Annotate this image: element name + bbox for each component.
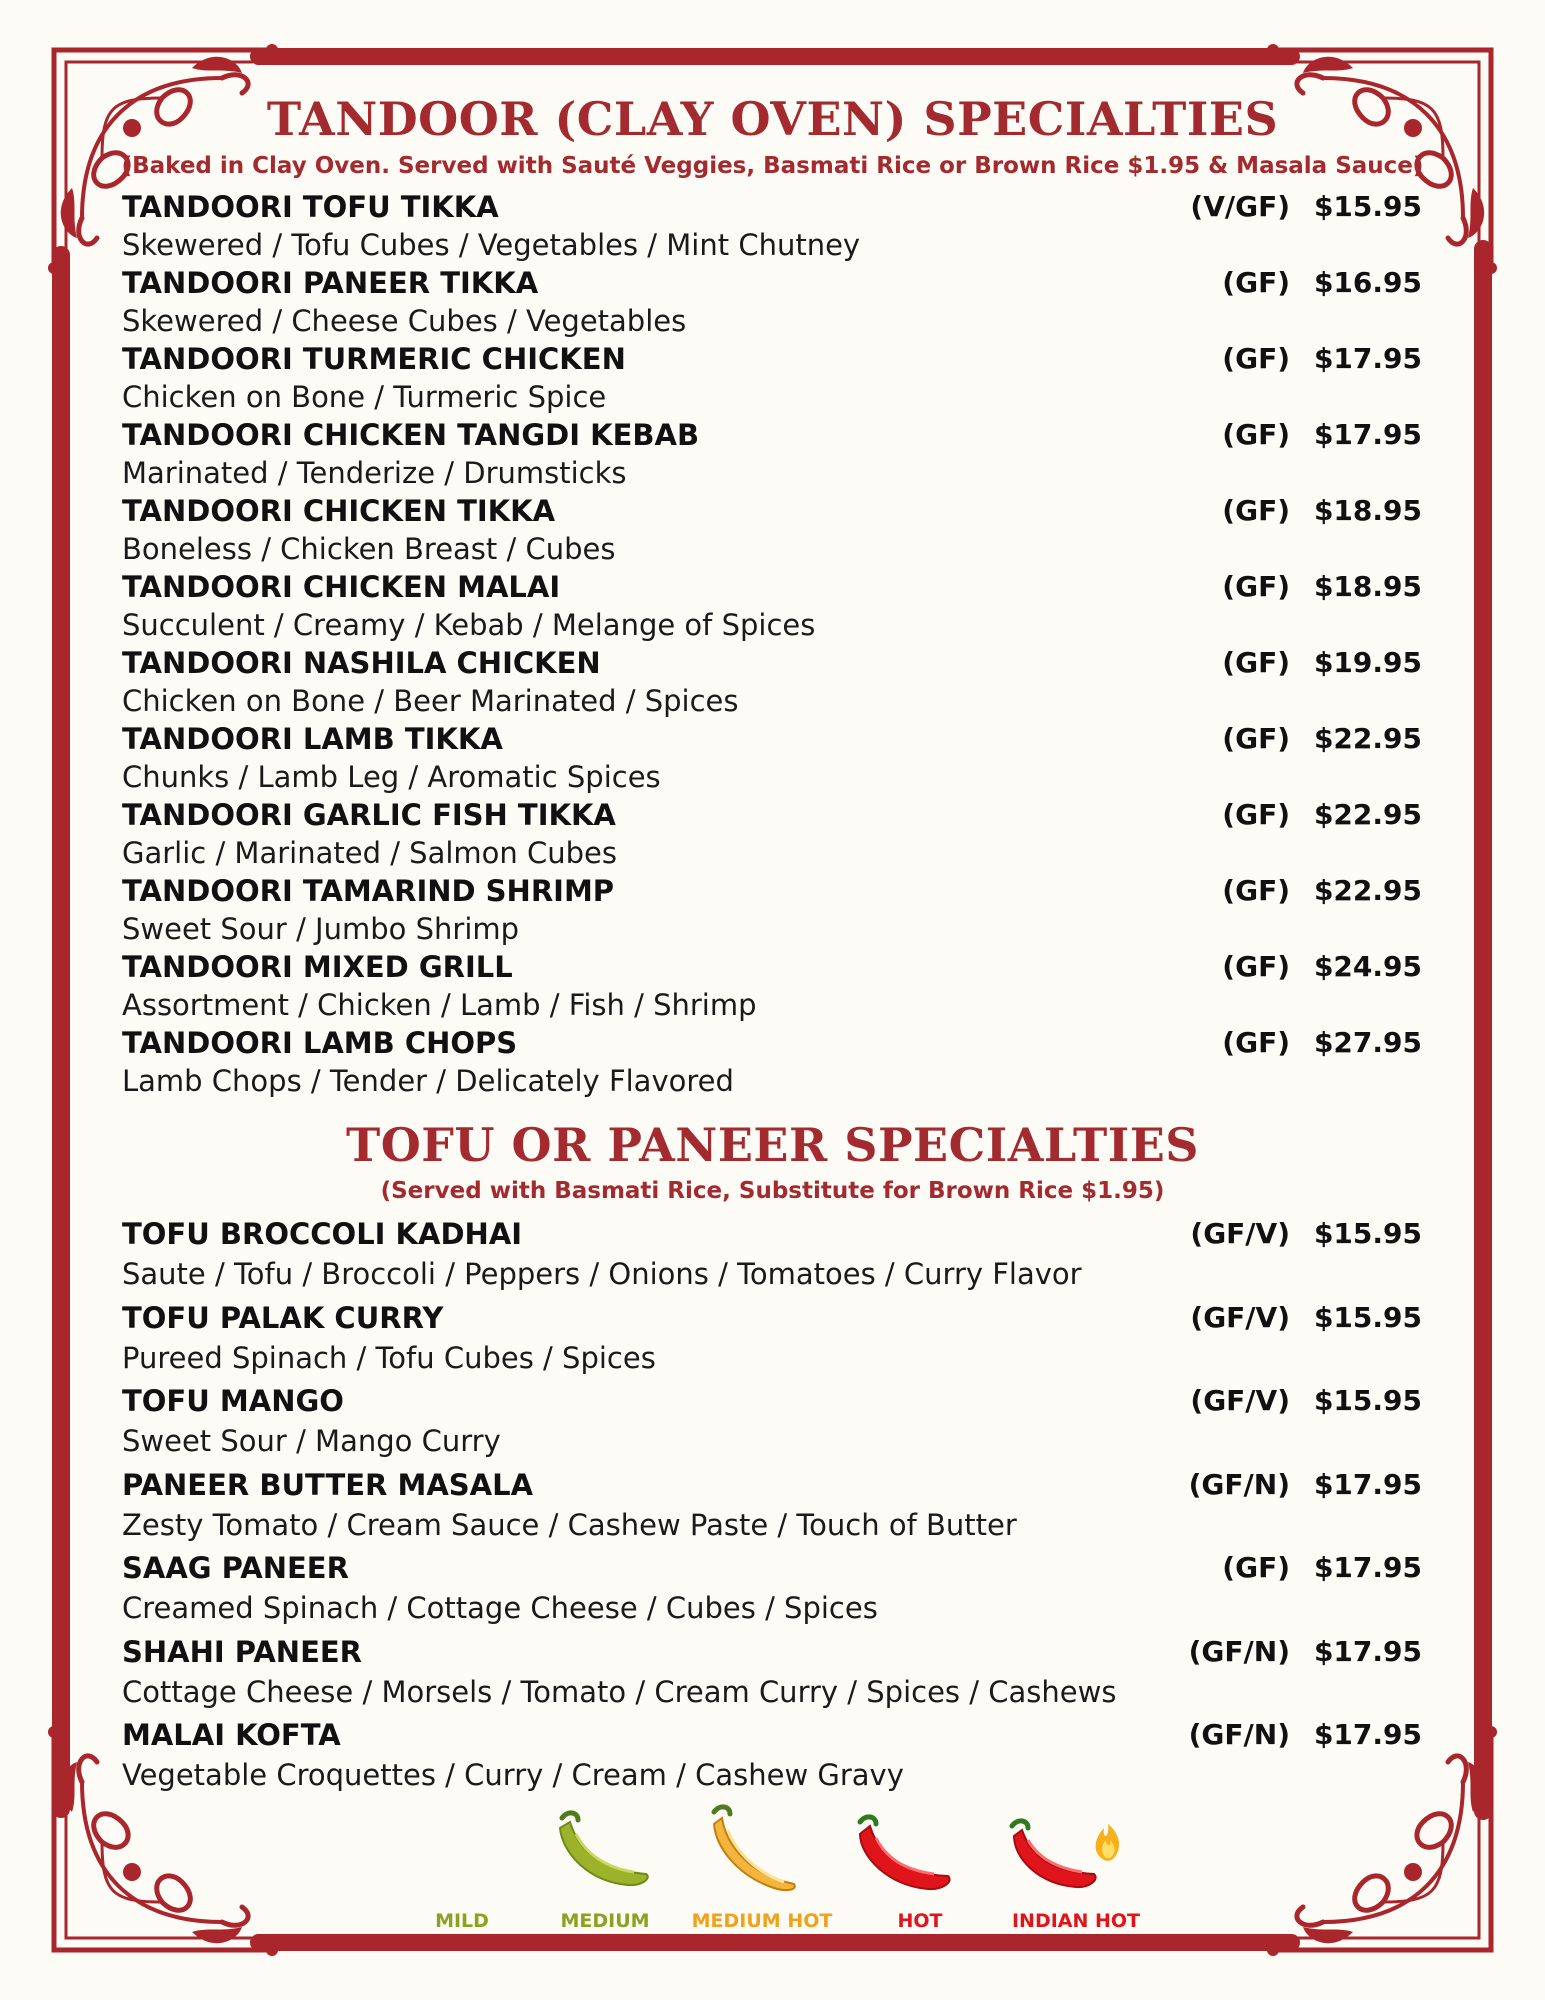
menu-item-dietary-tag: (GF): [1222, 342, 1290, 375]
menu-item-name: TOFU BROCCOLI KADHAI: [122, 1217, 523, 1251]
frame-bar-bottom: [250, 1934, 1300, 1951]
medium-pepper-icon: [548, 1808, 658, 1890]
menu-item-price: $17.95: [1313, 342, 1422, 375]
menu-item-description: Sweet Sour / Jumbo Shrimp: [122, 912, 520, 946]
menu-item: [122, 1024, 1422, 1100]
menu-item-name: TANDOORI TOFU TIKKA: [122, 190, 499, 224]
menu-item-header: [122, 340, 1422, 378]
menu-item: [122, 1631, 1422, 1715]
menu-item-name: TANDOORI GARLIC FISH TIKKA: [122, 798, 616, 832]
menu-item-price: $17.95: [1313, 1551, 1422, 1584]
menu-item-price: $17.95: [1313, 1718, 1422, 1751]
menu-item-name: TANDOORI CHICKEN MALAI: [122, 570, 561, 604]
menu-item: [122, 568, 1422, 644]
menu-item-dietary-tag: (GF/N): [1188, 1634, 1290, 1668]
menu-item-header: [122, 568, 1422, 606]
menu-item-name: TANDOORI PANEER TIKKA: [122, 266, 539, 300]
menu-item-price: $27.95: [1313, 1026, 1422, 1059]
menu-item-header: [122, 1714, 1422, 1756]
menu-item-price: $17.95: [1313, 418, 1422, 451]
menu-item-name: TANDOORI TAMARIND SHRIMP: [122, 874, 615, 908]
menu-item-dietary-tag: (GF/V): [1190, 1384, 1290, 1417]
menu-item-price: $18.95: [1313, 570, 1422, 603]
menu-item-description: Marinated / Tenderize / Drumsticks: [122, 456, 627, 490]
menu-item-name: TANDOORI LAMB TIKKA: [122, 722, 503, 756]
menu-item-price: $16.95: [1313, 266, 1422, 299]
menu-item-header: [122, 1547, 1422, 1589]
menu-item-description: Succulent / Creamy / Kebab / Melange of Spices: [122, 608, 816, 642]
menu-item-dietary-tag: (GF/N): [1188, 1718, 1290, 1751]
menu-item-dietary-tag: (GF/N): [1188, 1467, 1290, 1501]
menu-item-dietary-tag: (GF): [1222, 798, 1290, 831]
menu-item-dietary-tag: (V/GF): [1190, 190, 1290, 223]
menu-item-header: [122, 796, 1422, 834]
section-title-tofu-paneer: TOFU OR PANEER SPECIALTIES: [345, 1118, 1200, 1172]
menu-item: [122, 1380, 1422, 1464]
menu-item-header: [122, 872, 1422, 910]
menu-item-header: [122, 264, 1422, 302]
menu-item-description: Sweet Sour / Mango Curry: [122, 1424, 501, 1458]
menu-item: [122, 264, 1422, 340]
menu-item-description: Chicken on Bone / Turmeric Spice: [122, 380, 607, 414]
frame-bar-left: [52, 246, 70, 1818]
menu-item-dietary-tag: (GF): [1222, 646, 1290, 679]
menu-item-description: Chunks / Lamb Leg / Aromatic Spices: [122, 760, 661, 794]
menu-item-dietary-tag: (GF): [1222, 266, 1290, 299]
menu-item-dietary-tag: (GF): [1222, 418, 1290, 451]
menu-item-description: Vegetable Croquettes / Curry / Cream / Cashew Gravy: [122, 1758, 904, 1792]
menu-item-price: $18.95: [1313, 494, 1422, 527]
menu-item-price: $22.95: [1313, 722, 1422, 755]
menu-item-dietary-tag: (GF): [1222, 1551, 1290, 1584]
menu-item-description: Cottage Cheese / Morsels / Tomato / Cream Curry / Spices / Cashews: [122, 1674, 1117, 1709]
spice-legend: [0, 1802, 1545, 1932]
menu-item-description: Creamed Spinach / Cottage Cheese / Cubes / Spices: [122, 1591, 878, 1625]
menu-item-description: Assortment / Chicken / Lamb / Fish / Shrimp: [122, 988, 757, 1022]
menu-item-dietary-tag: (GF): [1222, 494, 1290, 527]
menu-item-description: Zesty Tomato / Cream Sauce / Cashew Paste / Touch of Butter: [122, 1507, 1017, 1542]
menu-item: [122, 1547, 1422, 1631]
menu-item-price: $19.95: [1313, 646, 1422, 679]
tandoor-items-list: [122, 188, 1422, 1100]
menu-item-header: [122, 1024, 1422, 1062]
menu-item-price: $15.95: [1313, 1217, 1422, 1250]
menu-item: [122, 872, 1422, 948]
section-subtitle-tofu-paneer: (Served with Basmati Rice, Substitute for Brown Rice $1.95): [380, 1178, 1165, 1204]
frame-bar-top: [250, 48, 1300, 65]
legend-label-medium-hot: MEDIUM HOT: [691, 1910, 833, 1932]
tofu-paneer-items-list: [122, 1213, 1422, 1798]
menu-item-price: $24.95: [1313, 950, 1422, 983]
menu-item-name: MALAI KOFTA: [122, 1718, 341, 1752]
menu-item-header: [122, 188, 1422, 226]
menu-item-dietary-tag: (GF/V): [1190, 1300, 1290, 1334]
hot-pepper-icon: [848, 1812, 958, 1892]
menu-item-header: [122, 948, 1422, 986]
menu-item: [122, 188, 1422, 264]
menu-item: [122, 1213, 1422, 1297]
legend-label-mild: MILD: [435, 1910, 489, 1932]
menu-item-header: [122, 1464, 1422, 1506]
menu-item-header: [122, 1297, 1422, 1339]
menu-item-name: TOFU PALAK CURRY: [122, 1300, 444, 1335]
menu-item-header: [122, 720, 1422, 758]
section-subtitle-tandoor: (Baked in Clay Oven. Served with Sauté Veggies, Basmati Rice or Brown Rice $1.95 & Masala Sauce): [121, 153, 1424, 179]
menu-item-header: [122, 1213, 1422, 1255]
menu-item-description: Garlic / Marinated / Salmon Cubes: [122, 836, 617, 870]
menu-item-description: Saute / Tofu / Broccoli / Peppers / Onions / Tomatoes / Curry Flavor: [122, 1257, 1082, 1291]
menu-item-dietary-tag: (GF): [1222, 570, 1290, 603]
menu-item-name: TANDOORI TURMERIC CHICKEN: [122, 342, 626, 376]
menu-item-dietary-tag: (GF): [1222, 950, 1290, 983]
menu-item-name: SAAG PANEER: [122, 1551, 349, 1585]
menu-item-dietary-tag: (GF): [1222, 722, 1290, 755]
menu-item: [122, 416, 1422, 492]
menu-item: [122, 1464, 1422, 1548]
menu-item-name: TANDOORI CHICKEN TANGDI KEBAB: [122, 418, 700, 452]
menu-item-price: $17.95: [1313, 1467, 1422, 1501]
menu-item: [122, 796, 1422, 872]
menu-item-price: $22.95: [1313, 798, 1422, 831]
menu-item-price: $15.95: [1313, 190, 1422, 223]
menu-item-description: Skewered / Cheese Cubes / Vegetables: [122, 304, 687, 338]
indian-hot-pepper-icon: [1004, 1802, 1130, 1892]
menu-item-name: TANDOORI NASHILA CHICKEN: [122, 646, 601, 680]
menu-item-description: Lamb Chops / Tender / Delicately Flavored: [122, 1064, 734, 1098]
menu-item-description: Skewered / Tofu Cubes / Vegetables / Mint Chutney: [122, 228, 861, 262]
menu-item-header: [122, 492, 1422, 530]
menu-item-description: Chicken on Bone / Beer Marinated / Spices: [122, 684, 739, 718]
legend-label-indian-hot: INDIAN HOT: [1011, 1910, 1141, 1932]
menu-item: [122, 948, 1422, 1024]
menu-item-name: TOFU MANGO: [122, 1384, 344, 1418]
menu-item-header: [122, 1631, 1422, 1673]
menu-item: [122, 1714, 1422, 1798]
menu-item-header: [122, 1380, 1422, 1422]
menu-item: [122, 492, 1422, 568]
menu-item-description: Pureed Spinach / Tofu Cubes / Spices: [122, 1340, 656, 1375]
menu-item-dietary-tag: (GF): [1222, 874, 1290, 907]
menu-item-description: Boneless / Chicken Breast / Cubes: [122, 532, 616, 566]
legend-label-hot: HOT: [897, 1910, 943, 1932]
menu-item: [122, 720, 1422, 796]
menu-item-dietary-tag: (GF): [1222, 1026, 1290, 1059]
menu-item-name: TANDOORI CHICKEN TIKKA: [122, 494, 556, 528]
menu-item: [122, 644, 1422, 720]
menu-item-price: $15.95: [1313, 1300, 1422, 1334]
menu-item-header: [122, 644, 1422, 682]
menu-item: [122, 1297, 1422, 1381]
menu-item-name: TANDOORI LAMB CHOPS: [122, 1026, 518, 1060]
menu-item-name: SHAHI PANEER: [122, 1634, 363, 1669]
menu-item-header: [122, 416, 1422, 454]
menu-item-price: $17.95: [1313, 1634, 1422, 1668]
section-title-tandoor: TANDOOR (CLAY OVEN) SPECIALTIES: [266, 92, 1279, 146]
menu-item-name: TANDOORI MIXED GRILL: [122, 950, 513, 984]
menu-item: [122, 340, 1422, 416]
medium-hot-pepper-icon: [700, 1804, 808, 1892]
menu-item-dietary-tag: (GF/V): [1190, 1217, 1290, 1250]
menu-item-name: PANEER BUTTER MASALA: [122, 1467, 534, 1502]
menu-item-price: $22.95: [1313, 874, 1422, 907]
menu-item-price: $15.95: [1313, 1384, 1422, 1417]
frame-bar-right: [1474, 240, 1492, 1820]
legend-label-medium: MEDIUM: [560, 1910, 650, 1932]
